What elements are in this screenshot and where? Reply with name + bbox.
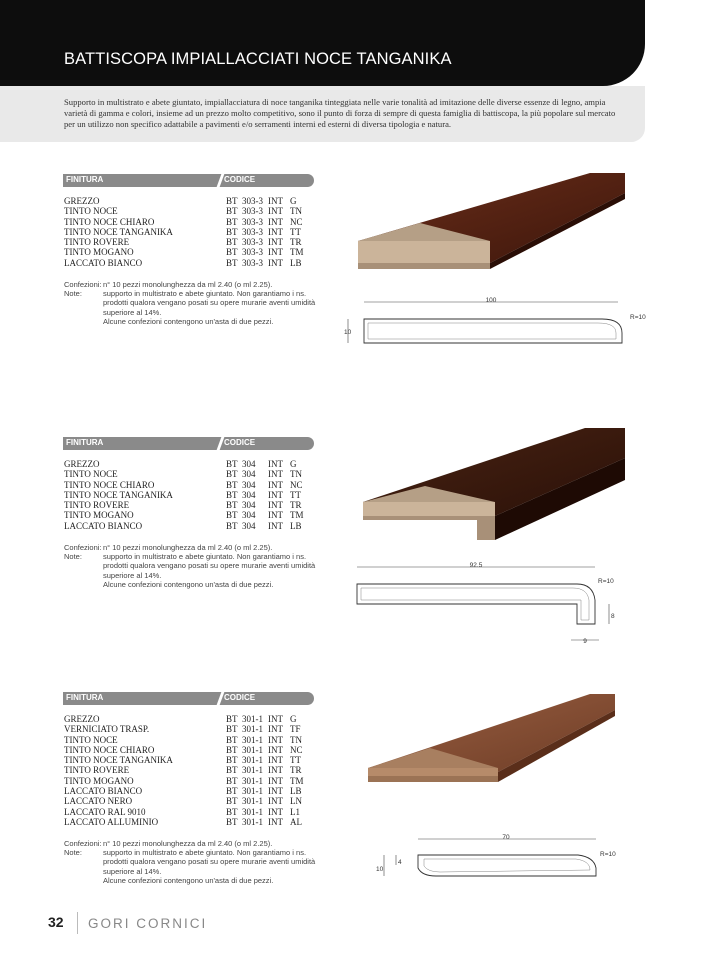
code-prefix: BT: [226, 765, 238, 776]
note-text: supporto in multistrato e abete giuntato. Non garantiamo i ns. prodotti qualora vengano posati su opere murarie aventi umidità superiore al 14%.: [103, 289, 316, 317]
finish-name: TINTO MOGANO: [64, 247, 134, 258]
code-prefix: BT: [226, 816, 238, 827]
table-header: [63, 692, 314, 705]
notes-block: [64, 543, 324, 589]
code-number: 303-3: [242, 196, 263, 206]
code-int: INT: [268, 226, 283, 237]
finish-name: TINTO NOCE CHIARO: [64, 479, 155, 490]
code-prefix: BT: [226, 237, 238, 248]
code-prefix: BT: [226, 459, 238, 469]
code-number: 301-1: [242, 714, 263, 724]
code-number: 303-3: [242, 237, 263, 248]
code-prefix: BT: [226, 775, 238, 786]
finish-name: TINTO ROVERE: [64, 765, 130, 776]
finish-name: GREZZO: [64, 196, 100, 206]
code-prefix: BT: [226, 479, 238, 490]
code-number: 301-1: [242, 775, 263, 786]
code-prefix: BT: [226, 714, 238, 724]
finish-name: TINTO NOCE CHIARO: [64, 744, 155, 755]
code-suffix: TT: [290, 755, 301, 766]
code-suffix: AL: [290, 816, 302, 827]
code-prefix: BT: [226, 206, 238, 217]
code-suffix: LB: [290, 520, 302, 531]
code-int: INT: [268, 247, 283, 258]
note-extra: Alcune confezioni contengono un'asta di due pezzi.: [103, 579, 274, 589]
code-prefix: BT: [226, 734, 238, 745]
notes-block: [64, 280, 324, 326]
code-number: 304: [242, 520, 256, 531]
code-suffix: NC: [290, 744, 303, 755]
footer-divider: [77, 912, 78, 934]
code-number: 301-1: [242, 796, 263, 807]
code-int: INT: [268, 206, 283, 217]
dim-height-3: 10: [376, 866, 384, 873]
code-int: INT: [268, 257, 283, 268]
finish-name: LACCATO BIANCO: [64, 520, 143, 531]
code-prefix: BT: [226, 196, 238, 206]
code-prefix: BT: [226, 510, 238, 521]
code-int: INT: [268, 479, 283, 490]
intro-text: Supporto in multistrato e abete giuntato, impiallacciatura di noce tanganika tinteggiata nelle varie tonalità ad imitazione delle diverse essenze di legno, ampia varietà di gamma e colori, insieme ad un prezzo molto competitivo, sono il punto di forza di sempre di questa famiglia di battiscopa, la più popolare sul mercato per un utilizzo non specifico adattabile a pavimenti e/o serramenti interni ed esterni di diversa tipologia e natura.: [64, 97, 616, 130]
code-int: INT: [268, 196, 283, 206]
code-number: 303-3: [242, 206, 263, 217]
note-label: Note:: [64, 848, 82, 858]
code-suffix: TM: [290, 775, 304, 786]
code-suffix: TM: [290, 510, 304, 521]
code-prefix: BT: [226, 247, 238, 258]
note-label: Note:: [64, 552, 82, 562]
code-suffix: G: [290, 196, 297, 206]
confezioni-text: n° 10 pezzi monolunghezza da ml 2.40 (o ml 2.25).: [103, 280, 273, 289]
code-prefix: BT: [226, 755, 238, 766]
code-prefix: BT: [226, 796, 238, 807]
code-prefix: BT: [226, 489, 238, 500]
code-int: INT: [268, 216, 283, 227]
code-suffix: TR: [290, 237, 302, 248]
finish-name: TINTO ROVERE: [64, 237, 130, 248]
code-int: INT: [268, 469, 283, 480]
dim-height-2: 8: [611, 613, 615, 620]
codice-header: CODICE: [224, 175, 256, 184]
finish-name: LACCATO BIANCO: [64, 257, 143, 268]
code-suffix: TF: [290, 724, 301, 735]
dim-radius-2: R=10: [598, 578, 614, 585]
page-title: BATTISCOPA IMPIALLACCIATI NOCE TANGANIKA: [64, 50, 452, 68]
code-int: INT: [268, 796, 283, 807]
finish-name: TINTO NOCE TANGANIKA: [64, 755, 173, 766]
code-suffix: NC: [290, 479, 303, 490]
code-prefix: BT: [226, 226, 238, 237]
code-prefix: BT: [226, 216, 238, 227]
code-prefix: BT: [226, 469, 238, 480]
brand-logo: GORI CORNICI: [88, 916, 208, 931]
code-int: INT: [268, 816, 283, 827]
dim-width-1: 100: [485, 297, 497, 304]
code-number: 304: [242, 510, 256, 521]
confezioni-label: Confezioni:: [64, 543, 102, 552]
code-suffix: G: [290, 714, 297, 724]
code-number: 301-1: [242, 755, 263, 766]
code-int: INT: [268, 520, 283, 531]
dim-width-2: 92.5: [469, 562, 483, 569]
code-int: INT: [268, 765, 283, 776]
code-number: 301-1: [242, 786, 263, 797]
code-suffix: LB: [290, 786, 302, 797]
finish-name: TINTO ROVERE: [64, 500, 130, 511]
dim-height-1: 10: [344, 329, 352, 336]
code-suffix: TT: [290, 489, 301, 500]
finitura-header: FINITURA: [66, 175, 104, 184]
code-int: INT: [268, 714, 283, 724]
code-int: INT: [268, 744, 283, 755]
code-suffix: LB: [290, 257, 302, 268]
code-number: 304: [242, 479, 256, 490]
finish-name: TINTO NOCE: [64, 206, 118, 217]
code-number: 304: [242, 459, 256, 469]
finish-name: TINTO NOCE TANGANIKA: [64, 489, 173, 500]
codice-header: CODICE: [224, 438, 256, 447]
confezioni-text: n° 10 pezzi monolunghezza da ml 2.40 (o ml 2.25).: [103, 543, 273, 552]
code-number: 304: [242, 469, 256, 480]
code-int: INT: [268, 500, 283, 511]
finish-name: LACCATO ALLUMINIO: [64, 816, 159, 827]
finish-name: GREZZO: [64, 714, 100, 724]
dim-thickness-3: 4: [398, 859, 402, 866]
code-number: 303-3: [242, 247, 263, 258]
dim-depth-2: 9: [583, 638, 587, 645]
page-header: [0, 0, 645, 86]
code-suffix: L1: [290, 806, 300, 817]
code-number: 303-3: [242, 257, 263, 268]
code-int: INT: [268, 755, 283, 766]
dim-radius-1: R=10: [630, 314, 646, 321]
finish-name: TINTO NOCE CHIARO: [64, 216, 155, 227]
note-text: supporto in multistrato e abete giuntato. Non garantiamo i ns. prodotti qualora vengano posati su opere murarie aventi umidità superiore al 14%.: [103, 552, 316, 580]
note-extra: Alcune confezioni contengono un'asta di due pezzi.: [103, 316, 274, 326]
finish-name: LACCATO RAL 9010: [64, 806, 146, 817]
finish-name: LACCATO NERO: [64, 796, 133, 807]
code-suffix: TN: [290, 206, 302, 217]
code-prefix: BT: [226, 520, 238, 531]
code-suffix: G: [290, 459, 297, 469]
code-prefix: BT: [226, 786, 238, 797]
code-number: 301-1: [242, 734, 263, 745]
code-number: 304: [242, 489, 256, 500]
note-text: supporto in multistrato e abete giuntato. Non garantiamo i ns. prodotti qualora vengano posati su opere murarie aventi umidità superiore al 14%.: [103, 848, 316, 876]
code-int: INT: [268, 510, 283, 521]
code-int: INT: [268, 775, 283, 786]
notes-block: [64, 839, 324, 885]
code-number: 301-1: [242, 724, 263, 735]
finish-name: TINTO NOCE TANGANIKA: [64, 226, 173, 237]
finish-name: TINTO NOCE: [64, 734, 118, 745]
product-image-bt301: [360, 690, 650, 890]
code-number: 303-3: [242, 226, 263, 237]
code-suffix: TM: [290, 247, 304, 258]
finish-name: GREZZO: [64, 459, 100, 469]
confezioni-text: n° 10 pezzi monolunghezza da ml 2.40 (o ml 2.25).: [103, 839, 273, 848]
confezioni-label: Confezioni:: [64, 839, 102, 848]
finish-name: TINTO MOGANO: [64, 510, 134, 521]
finitura-header: FINITURA: [66, 693, 104, 702]
finish-name: LACCATO BIANCO: [64, 786, 143, 797]
dim-radius-3: R=10: [600, 851, 616, 858]
product-image-bt303: [340, 165, 646, 360]
code-suffix: TN: [290, 734, 302, 745]
code-prefix: BT: [226, 724, 238, 735]
code-suffix: TR: [290, 500, 302, 511]
code-number: 301-1: [242, 816, 263, 827]
codice-header: CODICE: [224, 693, 256, 702]
note-extra: Alcune confezioni contengono un'asta di due pezzi.: [103, 875, 274, 885]
code-prefix: BT: [226, 744, 238, 755]
finitura-header: FINITURA: [66, 438, 104, 447]
code-int: INT: [268, 459, 283, 469]
finish-name: TINTO MOGANO: [64, 775, 134, 786]
code-int: INT: [268, 489, 283, 500]
dim-width-3: 70: [502, 834, 510, 841]
code-int: INT: [268, 724, 283, 735]
confezioni-label: Confezioni:: [64, 280, 102, 289]
code-prefix: BT: [226, 500, 238, 511]
code-int: INT: [268, 734, 283, 745]
code-number: 303-3: [242, 216, 263, 227]
code-int: INT: [268, 237, 283, 248]
code-suffix: LN: [290, 796, 302, 807]
finish-name: VERNICIATO TRASP.: [64, 724, 150, 735]
page-number: 32: [48, 914, 64, 930]
code-suffix: TT: [290, 226, 301, 237]
finish-name: TINTO NOCE: [64, 469, 118, 480]
table-header: [63, 437, 314, 450]
code-int: INT: [268, 786, 283, 797]
note-label: Note:: [64, 289, 82, 299]
code-suffix: NC: [290, 216, 303, 227]
code-number: 301-1: [242, 806, 263, 817]
code-prefix: BT: [226, 257, 238, 268]
code-suffix: TR: [290, 765, 302, 776]
table-header: [63, 174, 314, 187]
code-int: INT: [268, 806, 283, 817]
code-number: 301-1: [242, 765, 263, 776]
code-number: 301-1: [242, 744, 263, 755]
code-suffix: TN: [290, 469, 302, 480]
code-number: 304: [242, 500, 256, 511]
code-prefix: BT: [226, 806, 238, 817]
product-image-bt304: [345, 424, 645, 654]
